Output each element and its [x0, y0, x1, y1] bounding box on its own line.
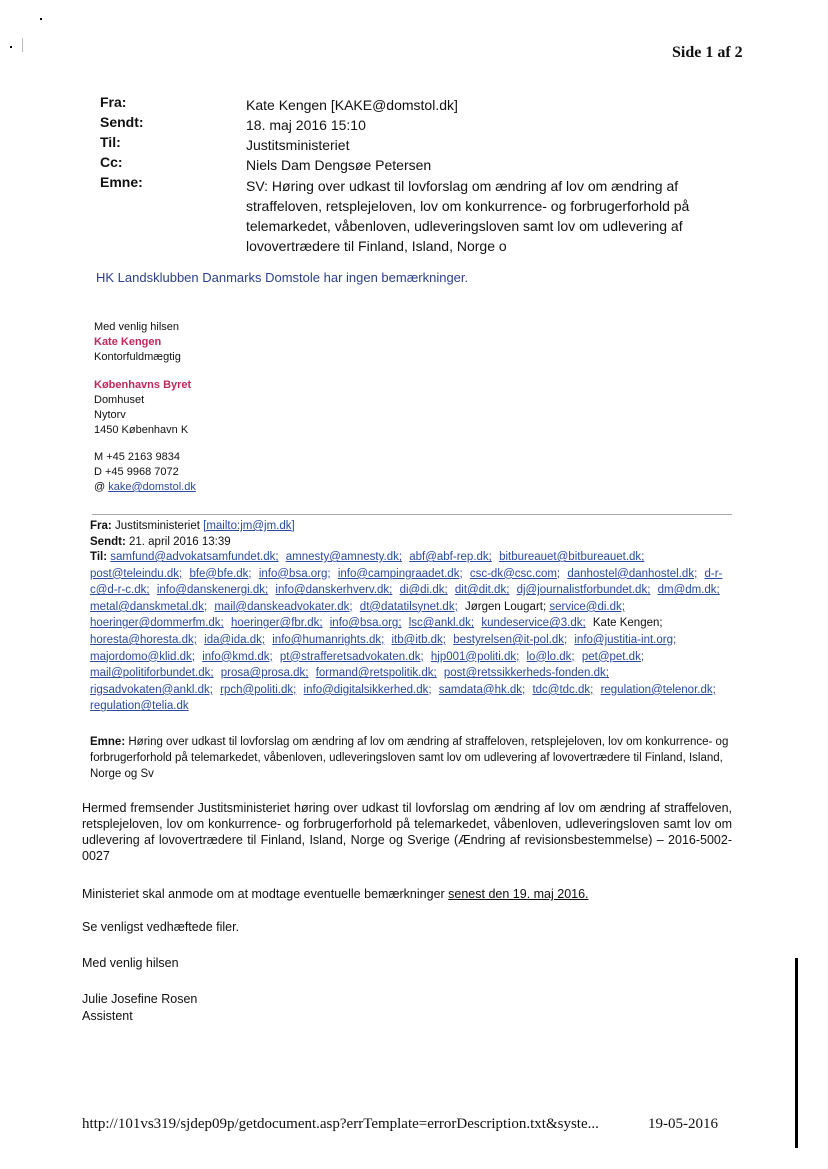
recipient-email-link[interactable]: rpch@politi.dk;	[220, 683, 297, 696]
recipient-email-link[interactable]: info@bsa.org;	[329, 617, 402, 630]
recipient-email-link[interactable]: ida@ida.dk;	[204, 633, 266, 646]
recipient-email-link[interactable]: lo@lo.dk;	[526, 650, 575, 663]
fwd-sent-value: 21. april 2016 13:39	[128, 536, 231, 548]
recipient-email-link[interactable]: itb@itb.dk;	[391, 633, 447, 646]
recipient-email-link[interactable]: info@humanrights.dk;	[272, 633, 385, 646]
recipient-email-link[interactable]: info@justitia-int.org;	[574, 633, 677, 646]
recipient-email-link[interactable]: post@teleindu.dk;	[90, 567, 183, 580]
body-sender-title: Assistent	[82, 1009, 133, 1023]
fwd-subject-row	[90, 734, 730, 782]
recipient-email-link[interactable]: abf@abf-rep.dk;	[409, 551, 492, 563]
recipient-email-link[interactable]: pt@strafferetsadvokaten.dk;	[279, 650, 424, 663]
footer-date: 19-05-2016	[648, 1116, 718, 1132]
recipient-email-link[interactable]: hoeringer@dommerfm.dk;	[90, 617, 224, 630]
fwd-from-label: Fra:	[90, 520, 112, 532]
signature-block	[94, 320, 181, 365]
footer-url: http://101vs319/sjdep09p/getdocument.asp?errTemplate=errorDescription.txt&syste...	[82, 1116, 599, 1132]
recipient-email-link[interactable]: metal@danskmetal.dk;	[90, 600, 208, 613]
recipient-email-link[interactable]: prosa@prosa.dk;	[220, 667, 309, 680]
body-paragraph-2	[82, 886, 732, 902]
recipient-email-link[interactable]: dit@dit.dk;	[454, 584, 510, 597]
fwd-sent-row	[90, 534, 231, 550]
signature-phone-d: D +45 9968 7072	[94, 466, 179, 478]
signature-address2: Nytorv	[94, 409, 126, 421]
recipient-email-link[interactable]: lsc@ankl.dk;	[408, 617, 475, 630]
scan-speck	[22, 38, 23, 52]
to-label: Til:	[100, 134, 121, 150]
subject-value	[246, 176, 716, 256]
fwd-from-value: Justitsministeriet	[114, 520, 200, 532]
subject-text: SV: Høring over udkast til lovforslag om ændring af lov om ændring af straffeloven, retsplejeloven, lov om konkurrence- og forbrugerforhold på telemarkedet, våbenloven, udleveringsloven samt lov om udlevering af lovovertrædere til Finland, Island, Norge o	[246, 178, 690, 254]
recipient-email-link[interactable]: dm@dm.dk;	[657, 584, 720, 597]
recipient-email-link[interactable]: info@bsa.org;	[258, 567, 331, 580]
reply-text: HK Landsklubben Danmarks Domstole har ingen bemærkninger.	[96, 270, 469, 285]
recipient-email-link[interactable]: kundeservice@3.dk;	[481, 617, 586, 630]
recipient-email-link[interactable]: hoeringer@fbr.dk;	[230, 617, 323, 630]
from-label: Fra:	[100, 94, 127, 110]
deadline-text: senest den 19. maj 2016.	[448, 887, 589, 901]
signature-greeting: Med venlig hilsen	[94, 321, 179, 333]
subject-label: Emne:	[100, 174, 143, 190]
recipient-email-link[interactable]: dj@journalistforbundet.dk;	[516, 584, 651, 597]
fwd-sent-label: Sendt:	[90, 536, 126, 548]
cc-label: Cc:	[100, 154, 123, 170]
signature-contact-block	[94, 450, 196, 495]
signature-email-link[interactable]: kake@domstol.dk	[108, 481, 196, 493]
fwd-recipients	[90, 549, 730, 715]
scan-speck	[40, 18, 42, 20]
recipient-email-link[interactable]: bestyrelsen@it-pol.dk;	[453, 633, 568, 646]
recipient-email-link[interactable]: bfe@bfe.dk;	[189, 567, 252, 580]
recipient-email-link[interactable]: di@di.dk;	[399, 584, 448, 597]
recipient-email-link[interactable]: d-r-c@d-r-c.dk;	[90, 567, 723, 597]
signature-email-prefix: @	[94, 481, 106, 493]
recipient-email-link[interactable]: regulation@telia.dk	[90, 700, 189, 713]
from-value: Kate Kengen [KAKE@domstol.dk]	[246, 97, 458, 113]
signature-address3: 1450 København K	[94, 424, 189, 436]
recipient-email-link[interactable]: samdata@hk.dk;	[438, 683, 526, 696]
recipient-email-link[interactable]: dt@datatilsynet.dk;	[359, 600, 458, 613]
signature-name: Kate Kengen	[94, 336, 162, 348]
recipient-email-link[interactable]: mail@politiforbundet.dk;	[90, 667, 214, 680]
sent-value: 18. maj 2016 15:10	[246, 117, 366, 133]
recipient-email-link[interactable]: post@retssikkerheds-fonden.dk;	[443, 667, 609, 680]
recipient-email-link[interactable]: info@digitalsikkerhed.dk;	[303, 683, 432, 696]
recipient-name: Jørgen Lougart;	[464, 600, 547, 613]
recipient-email-link[interactable]: samfund@advokatsamfundet.dk;	[110, 551, 279, 563]
scan-edge-bar	[795, 958, 798, 1148]
fwd-to-label: Til:	[90, 551, 108, 563]
signature-address1: Domhuset	[94, 394, 145, 406]
recipient-email-link[interactable]: formand@retspolitik.dk;	[315, 667, 437, 680]
recipient-email-link[interactable]: info@kmd.dk;	[202, 650, 273, 663]
body-paragraph-3: Se venligst vedhæftede filer.	[82, 920, 240, 934]
recipient-email-link[interactable]: info@danskenergi.dk;	[156, 584, 269, 597]
body-closing: Med venlig hilsen	[82, 956, 179, 970]
page-number: Side 1 af 2	[672, 44, 743, 61]
fwd-from-row	[90, 518, 295, 534]
cc-value: Niels Dam Dengsøe Petersen	[246, 157, 432, 173]
body-paragraph-1: Hermed fremsender Justitsministeriet høring over udkast til lovforslag om ændring af lov om ændring af straffeloven, retsplejeloven, lov om konkurrence- og forbrugerforhold på telemarkedet, våbenloven, udleveringsloven samt lov om udlevering af lovovertrædere til Finland, Island, Norge og Sverige (Ændring af revisionsbestemmelse) – 2016-5002-0027	[82, 801, 732, 863]
divider	[92, 514, 732, 515]
recipient-email-link[interactable]: regulation@telenor.dk;	[600, 683, 716, 696]
recipient-email-link[interactable]: mail@danskeadvokater.dk;	[214, 600, 353, 613]
recipient-email-link[interactable]: danhostel@danhostel.dk;	[567, 567, 698, 580]
recipient-email-link[interactable]: bitbureauet@bitbureauet.dk;	[499, 551, 645, 563]
recipient-email-link[interactable]: amnesty@amnesty.dk;	[285, 551, 403, 563]
fwd-from-mailto[interactable]: [mailto:jm@jm.dk]	[203, 520, 295, 532]
signature-phone-m: M +45 2163 9834	[94, 451, 180, 463]
body-sender-name: Julie Josefine Rosen	[82, 992, 198, 1006]
signature-title: Kontorfuldmægtig	[94, 351, 181, 363]
scan-speck	[10, 46, 12, 48]
recipient-email-link[interactable]: info@danskerhverv.dk;	[275, 584, 393, 597]
recipient-email-link[interactable]: service@di.dk;	[549, 600, 625, 613]
recipient-name: Kate Kengen;	[592, 617, 663, 630]
recipient-list	[90, 551, 724, 712]
recipient-email-link[interactable]: csc-dk@csc.com;	[469, 567, 561, 580]
recipient-email-link[interactable]: majordomo@klid.dk;	[90, 650, 195, 663]
fwd-subject-value: Høring over udkast til lovforslag om ændring af lov om ændring af straffeloven, retsplejeloven, lov om konkurrence- og forbrugerforhold på telemarkedet, våbenloven, udleveringsloven samt lov om udlevering af lovovertrædere til Finland, Island, Norge og Sv	[90, 736, 729, 780]
recipient-email-link[interactable]: hjp001@politi.dk;	[430, 650, 520, 663]
signature-email-row	[94, 480, 196, 495]
recipient-email-link[interactable]: info@campingraadet.dk;	[337, 567, 463, 580]
recipient-email-link[interactable]: horesta@horesta.dk;	[90, 633, 197, 646]
fwd-subject-label: Emne:	[90, 736, 126, 748]
to-value: Justitsministeriet	[246, 137, 350, 153]
signature-org-block	[94, 378, 191, 438]
signature-org: Københavns Byret	[94, 379, 192, 391]
recipient-email-link[interactable]: pet@pet.dk;	[581, 650, 645, 663]
body-paragraph-2-text: Ministeriet skal anmode om at modtage eventuelle bemærkninger	[82, 887, 449, 901]
recipient-email-link[interactable]: rigsadvokaten@ankl.dk;	[90, 683, 213, 696]
sent-label: Sendt:	[100, 114, 144, 130]
recipient-email-link[interactable]: tdc@tdc.dk;	[532, 683, 594, 696]
